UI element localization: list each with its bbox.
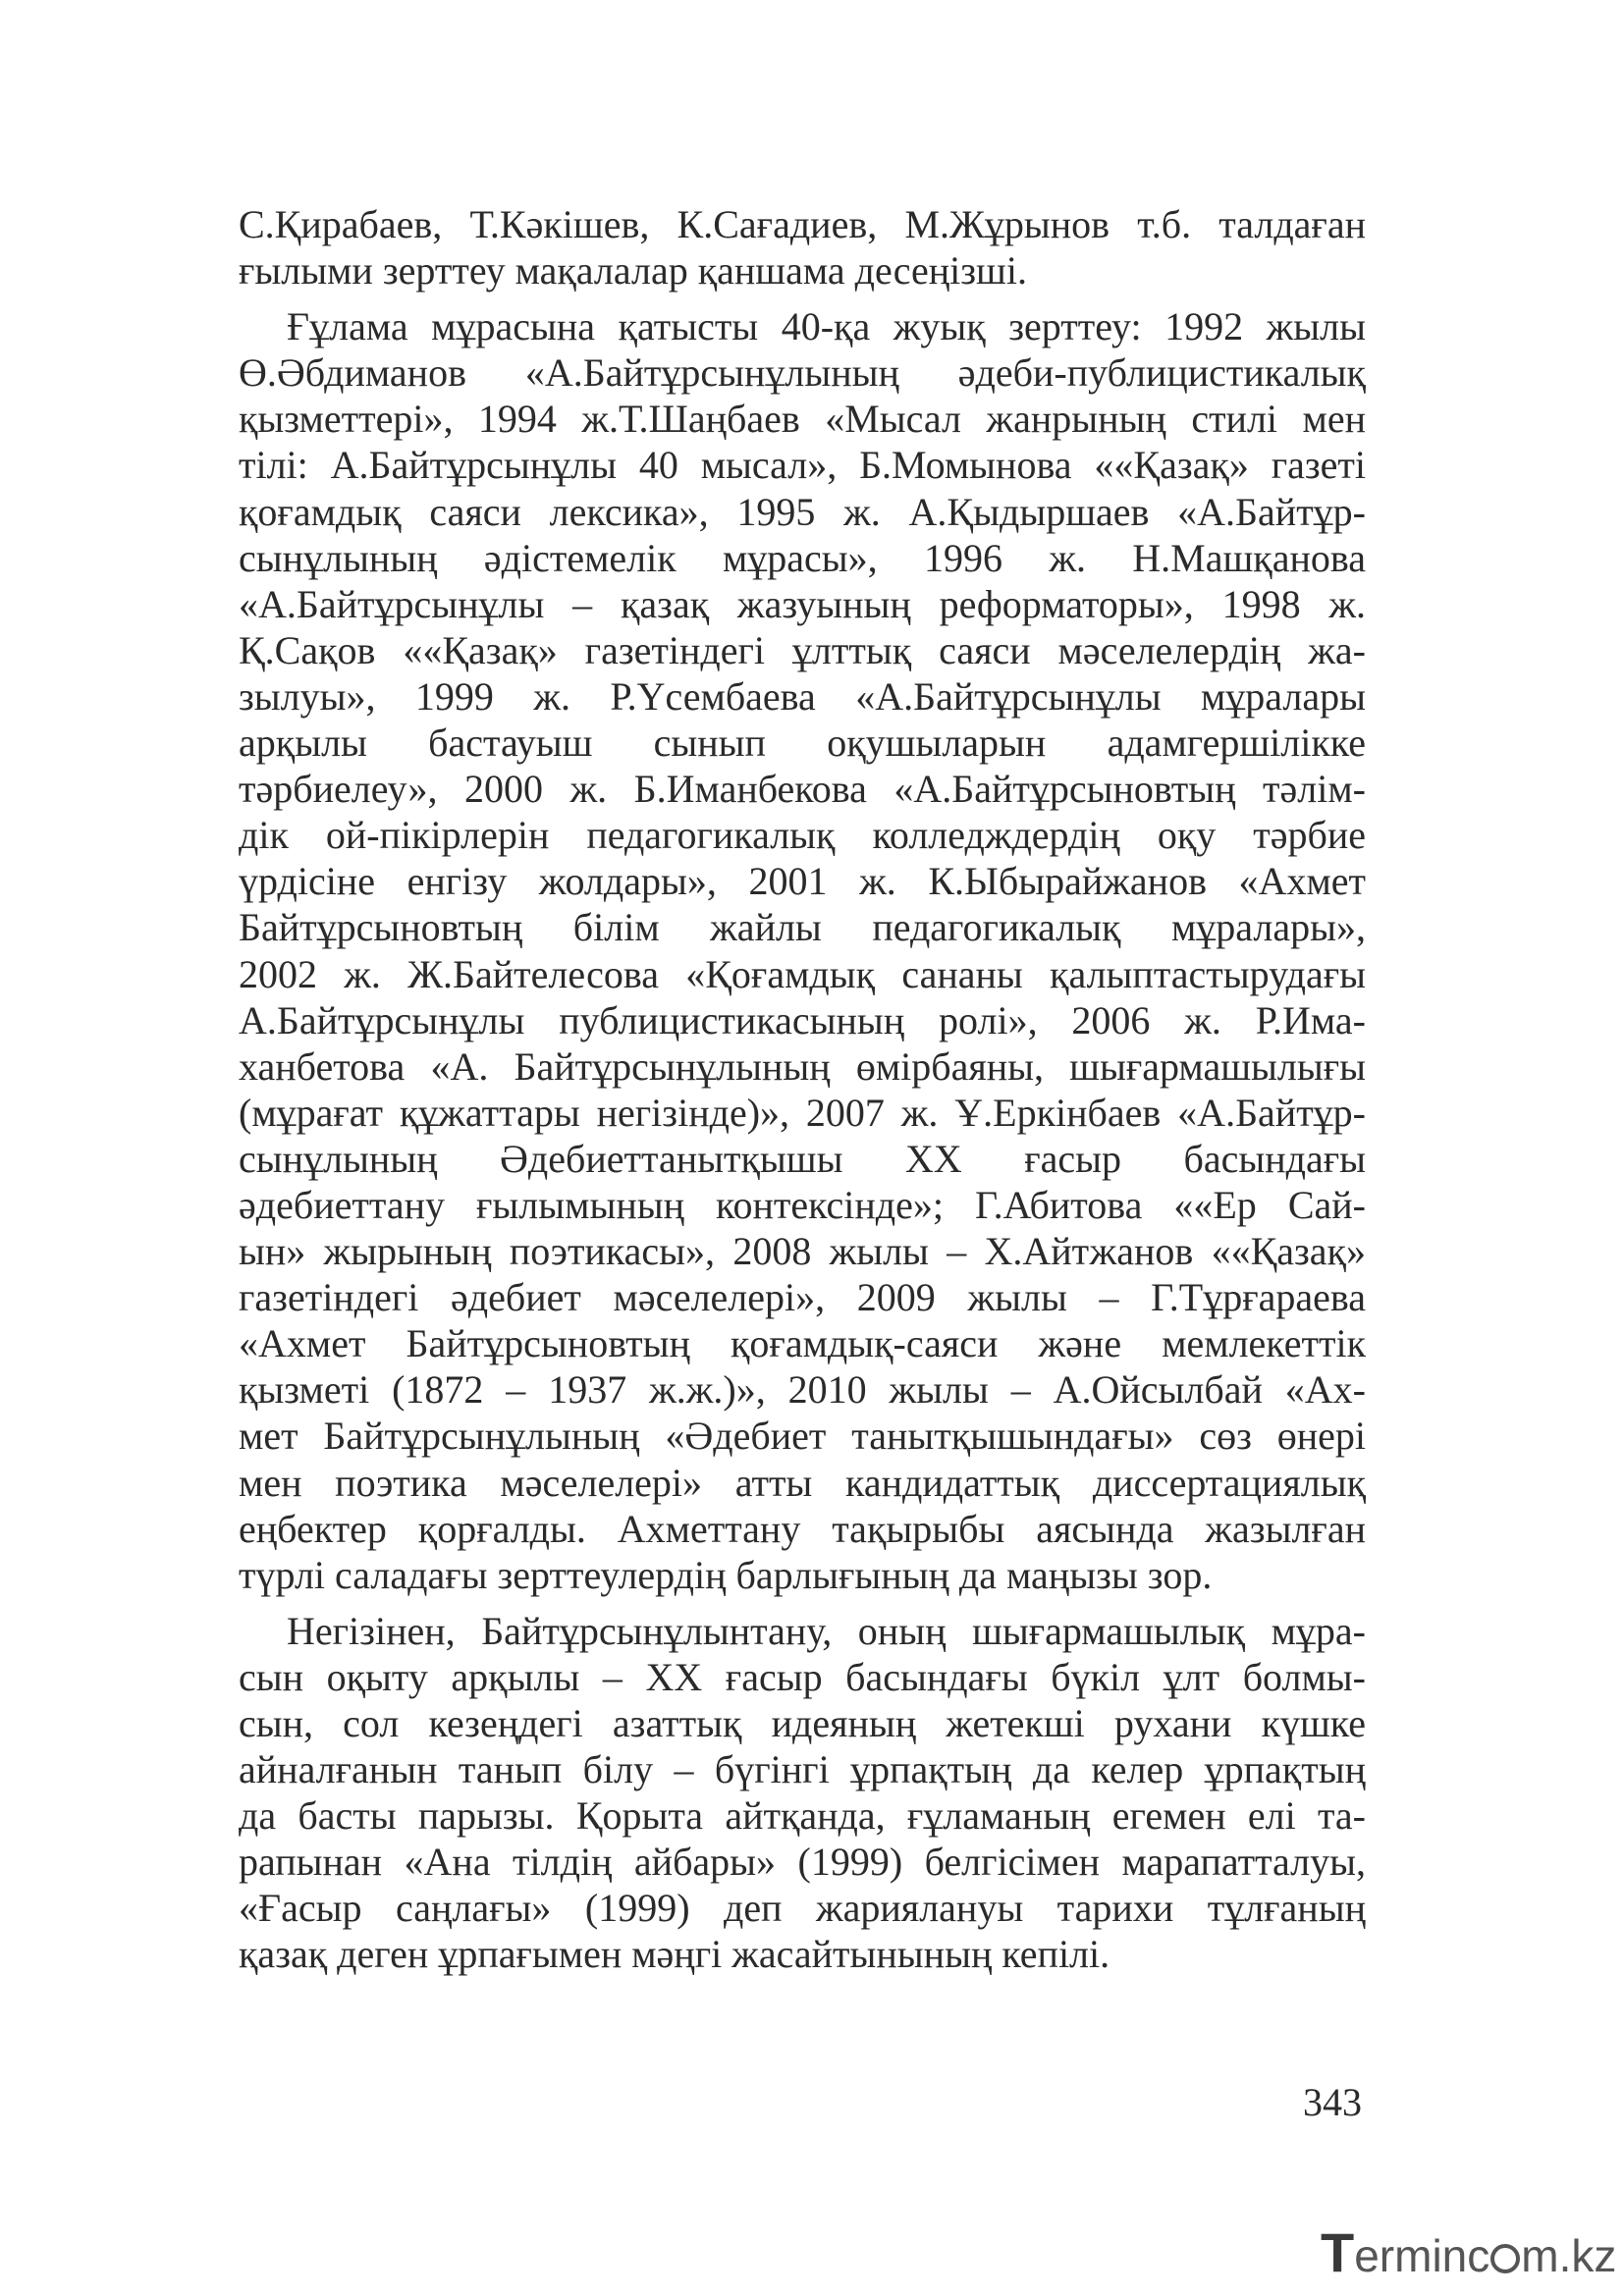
text-line: «Ахмет Байтұрсыновтың қоғамдық-саяси және мемлекеттік: [239, 1321, 1366, 1366]
text-line: да басты парызы. Қорыта айтқанда, ғұламаның егемен елі та-: [239, 1793, 1366, 1839]
text-line: ын» жырының поэтикасы», 2008 жылы – Х.Айтжанов ««Қазақ»: [239, 1229, 1366, 1274]
paragraph-gap: [239, 1598, 1366, 1608]
text-line: қазақ деген ұрпағымен мәңгі жасайтынының кепілі.: [239, 1932, 1110, 1977]
text-line: тәрбиелеу», 2000 ж. Б.Иманбекова «А.Байтұрсыновтың тәлім-: [239, 767, 1366, 812]
text-line: газетіндегі әдебиет мәселелері», 2009 жылы – Г.Тұрғараева: [239, 1275, 1366, 1320]
text-line: Ғұлама мұрасына қатысты 40-қа жуық зерттеу: 1992 жылы: [287, 304, 1366, 349]
watermark-middle: erminc: [1354, 2230, 1490, 2281]
text-line: сын, сол кезеңдегі азаттық идеяның жетекші рухани күшке: [239, 1701, 1366, 1745]
text-line: сын оқыту арқылы – XX ғасыр басындағы бүкіл ұлт болмы-: [239, 1654, 1366, 1699]
text-line: арқылы бастауыш сынып оқушыларын адамгершілікке: [239, 721, 1366, 766]
text-line: қызметтері», 1994 ж.Т.Шаңбаев «Мысал жанрының стилі мен: [239, 397, 1366, 442]
text-line: ғылыми зерттеу мақалалар қаншама десеңізші.: [239, 248, 1027, 294]
text-line: Қ.Сақов ««Қазақ» газетіндегі ұлттық саяси мәселелердің жа-: [239, 627, 1366, 672]
text-line: үрдісіне енгізу жолдары», 2001 ж. К.Ыбырайжанов «Ахмет: [239, 859, 1366, 904]
watermark-letter-t: T: [1321, 2221, 1355, 2283]
magnifier-icon: [1490, 2244, 1520, 2273]
text-line: әдебиеттану ғылымының контексінде»; Г.Абитова ««Ер Сай-: [239, 1182, 1366, 1227]
text-line: С.Қирабаев, Т.Кәкішев, К.Сағадиев, М.Жұрынов т.б. талдаған: [239, 202, 1366, 246]
paragraph-gap: [239, 294, 1366, 303]
text-line: сынұлының Әдебиеттанытқышы XX ғасыр басындағы: [239, 1136, 1366, 1181]
text-line: ханбетова «А. Байтұрсынұлының өмірбаяны, шығармашылығы: [239, 1043, 1366, 1089]
text-line: дік ой-пікірлерін педагогикалық колледждердің оқу тәрбие: [239, 813, 1366, 858]
text-line: мет Байтұрсынұлының «Әдебиет танытқышындағы» сөз өнері: [239, 1414, 1366, 1459]
text-line: зылуы», 1999 ж. Р.Үсембаева «А.Байтұрсынұлы мұралары: [239, 673, 1366, 719]
text-line: мен поэтика мәселелері» атты кандидаттық диссертациялық: [239, 1460, 1366, 1505]
text-line: тілі: А.Байтұрсынұлы 40 мысал», Б.Момынова ««Қазақ» газеті: [239, 443, 1366, 488]
text-line: Ө.Әбдиманов «А.Байтұрсынұлының әдеби-публицистикалық: [239, 350, 1366, 396]
text-line: сынұлының әдістемелік мұрасы», 1996 ж. Н.Машқанова: [239, 535, 1366, 580]
text-line: Негізінен, Байтұрсынұлынтану, оның шығармашылық мұра-: [287, 1608, 1366, 1653]
watermark-suffix: m.kz: [1521, 2230, 1617, 2281]
text-line: «А.Байтұрсынұлы – қазақ жазуының реформаторы», 1998 ж.: [239, 581, 1366, 626]
text-line: (мұрағат құжаттары негізінде)», 2007 ж. Ұ.Еркінбаев «А.Байтұр-: [239, 1090, 1366, 1135]
paragraph: [239, 1608, 1366, 1978]
text-line: Байтұрсыновтың білім жайлы педагогикалық мұралары»,: [239, 905, 1366, 950]
text-line: қоғамдық саяси лексика», 1995 ж. А.Қыдыршаев «А.Байтұр-: [239, 489, 1366, 534]
text-line: рапынан «Ана тілдің айбары» (1999) белгісімен марапатталуы,: [239, 1840, 1366, 1885]
page-number: 343: [1303, 2080, 1362, 2124]
text-line: «Ғасыр саңлағы» (1999) деп жариялануы тарихи тұлғаның: [239, 1886, 1366, 1931]
text-line: түрлі саладағы зерттеулердің барлығының да маңызы зор.: [239, 1552, 1213, 1597]
paragraph: [239, 303, 1366, 1598]
text-line: еңбектер қорғалды. Ахметтану тақырыбы аясында жазылған: [239, 1506, 1366, 1551]
text-line: айналғанын танып білу – бүгінгі ұрпақтың да келер ұрпақтың: [239, 1747, 1366, 1792]
text-line: 2002 ж. Ж.Байтелесова «Қоғамдық сананы қалыптастырудағы: [239, 951, 1366, 996]
body-text: [239, 201, 1366, 1978]
text-line: А.Байтұрсынұлы публицистикасының ролі», 2006 ж. Р.Има-: [239, 997, 1366, 1042]
text-line: қызметі (1872 – 1937 ж.ж.)», 2010 жылы – А.Ойсылбай «Ах-: [239, 1367, 1366, 1413]
paragraph: [239, 201, 1366, 294]
site-watermark-logo: [1321, 2220, 1617, 2283]
